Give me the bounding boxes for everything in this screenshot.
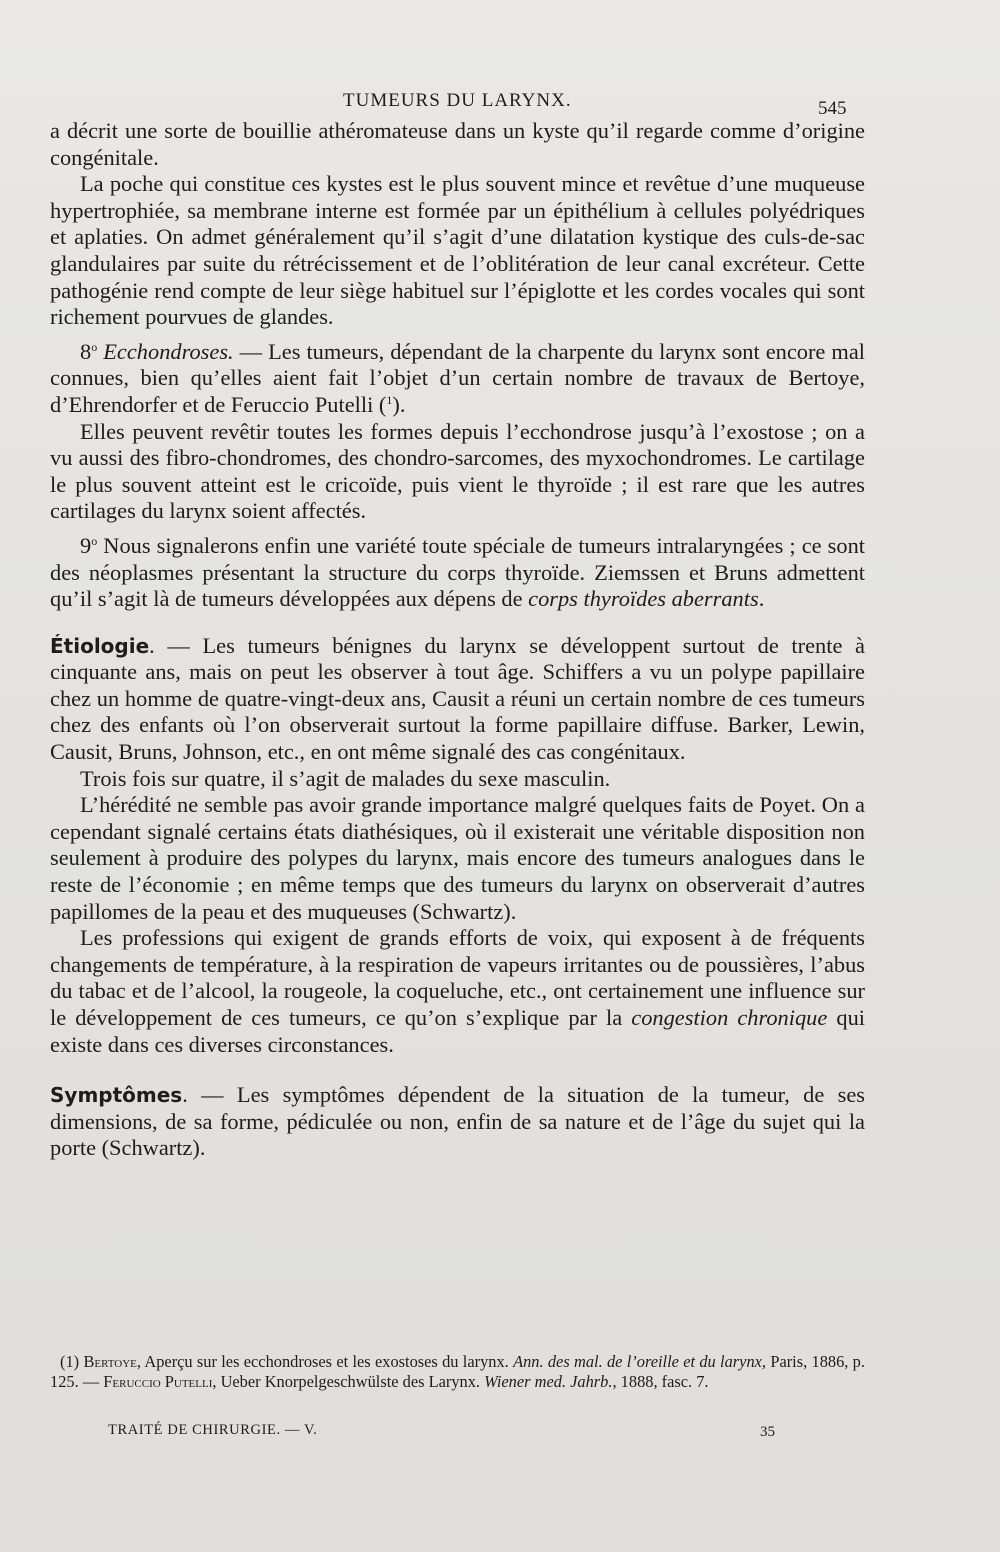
paragraph-heredity: L’hérédité ne semble pas avoir grande importance malgré quelques faits de Poyet. On a cependant signalé certains états diathésiques, où il existerait une véritable disposition non seulement à produire des polypes du larynx, mais encore des tumeurs analogues dans le reste de l’économie ; en même temps que des tumeurs du larynx on observerait d’autres papillomes de la peau et des muqueuses (Schwartz). — [50, 792, 865, 924]
section-number: 9 — [80, 532, 92, 558]
paragraph-text-end: qui existe dans ces diverses circonstances. — [50, 1005, 865, 1057]
paragraph-text: . — Les symptômes dépendent de la situation de la tumeur, de ses dimensions, de sa forme, pédiculée ou non, enfin de sa nature et de l’âge du sujet qui la porte (Schwartz). — [50, 1082, 865, 1161]
footnote-author: Bertoye — [83, 1352, 137, 1371]
paragraph-text: — Les tumeurs, dépendant de la charpente du larynx sont encore mal connues, bien qu’elles aient fait l’objet d’un certain nombre de travaux de Bertoye, d’Ehrendorfer et de Feruccio Putelli ( — [50, 338, 865, 417]
ordinal-mark: o — [91, 339, 98, 354]
emphasis-text: congestion chronique — [631, 1005, 828, 1030]
body-text — [50, 118, 865, 1162]
paragraph-professions — [50, 925, 865, 1058]
subsection-title: Ecchondroses. — [103, 338, 234, 364]
footnote-author: Feruccio Putelli — [103, 1371, 213, 1391]
footnote-reference: 1 — [386, 392, 393, 407]
footnote-journal: Ann. des mal. de l’oreille et du larynx, — [513, 1352, 767, 1371]
paragraph-forms: Elles peuvent revêtir toutes les formes depuis l’ecchondrose jusqu’à l’exostose ; on a vu aussi des fibro-chondromes, des chondro-sarcomes, des myxochondromes. Le cartilage le plus souvent atteint est le cricoïde, puis vient le thyroïde ; il est rare que les autres cartilages du larynx soient affectés. — [50, 418, 865, 524]
page-footer — [0, 1422, 1000, 1444]
paragraph-text-end: ). — [392, 391, 406, 417]
section-heading-etiologie: Étiologie — [50, 633, 150, 658]
paragraph-text: . — Les tumeurs bénignes du larynx se développent surtout de trente à cinquante ans, mais on peut les observer à tout âge. Schiffers a vu un polype papillaire chez un homme de quatre-vingt-deux ans, Causit a réuni un certain nombre de ces tumeurs chez des enfants où l’on observerait surtout la forme papillaire diffuse. Barker, Lewin, Causit, Bruns, Johnson, etc., en ont même signalé des cas congénitaux. — [50, 632, 865, 765]
paragraph-thyroid-tumors — [50, 533, 865, 613]
paragraph-text: Les professions qui exigent de grands efforts de voix, qui exposent à de fréquents changements de température, à la respiration de vapeurs irritantes ou de poussières, l’abus du tabac et de l’alcool, la rougeole, la coqueluche, etc., ont certainement une influence sur le développement de ces tumeurs, ce qu’on s’explique par la — [50, 925, 865, 1030]
paragraph-symptomes — [50, 1082, 865, 1162]
footnotes — [50, 1352, 865, 1391]
page-number: 545 — [818, 98, 847, 119]
footnote — [50, 1352, 865, 1391]
section-heading-symptomes: Symptômes — [50, 1083, 183, 1108]
emphasis-text: corps thyroïdes aberrants — [528, 586, 759, 612]
book-signature: TRAITÉ DE CHIRURGIE. — V. — [108, 1422, 318, 1438]
section-number: 8 — [80, 338, 92, 364]
paragraph-text-end: . — [758, 586, 765, 612]
footnote-text: , Ueber Knorpelgeschwülste des Larynx. — [212, 1371, 485, 1391]
ordinal-mark: o — [91, 533, 98, 548]
paragraph-text: Nous signalerons enfin une variété toute spéciale de tumeurs intralaryngées ; ce sont des néoplasmes présentant la structure du corps thyroïde. Ziemssen et Bruns admettent qu’il s’agit là de tumeurs développées aux dépens de — [50, 532, 865, 612]
footnote-text: , 1888, fasc. 7. — [612, 1371, 709, 1391]
paragraph-etiologie — [50, 633, 865, 766]
footnote-mark: (1) — [60, 1352, 80, 1371]
paragraph-cyst-pouch: La poche qui constitue ces kystes est le plus souvent mince et revêtue d’une muqueuse hypertrophiée, sa membrane interne est formée par un épithélium à cellules polyédriques et aplaties. On admet généralement qu’il s’agit d’une dilatation kystique des culs-de-sac glandulaires par suite du rétrécissement et de l’oblitération de leur canal excréteur. Cette pathogénie rend compte de leur siège habituel sur l’épiglotte et les cordes vocales qui sont richement pourvues de glandes. — [50, 171, 865, 330]
footnote-text: Paris, 1886, p. 125. — — [50, 1352, 865, 1391]
paragraph-sex: Trois fois sur quatre, il s’agit de malades du sexe masculin. — [80, 765, 611, 791]
paragraph-continuation: a décrit une sorte de bouillie athéromateuse dans un kyste qu’il regarde comme d’origine congénitale. — [50, 118, 865, 170]
footnote-text: , Aperçu sur les ecchondroses et les exostoses du larynx. — [136, 1352, 514, 1371]
paragraph-ecchondroses — [50, 339, 865, 419]
signature-number: 35 — [760, 1424, 775, 1440]
running-title: TUMEURS DU LARYNX. — [343, 90, 572, 111]
footnote-journal: Wiener med. Jahrb. — [484, 1371, 613, 1391]
running-head — [0, 86, 1000, 119]
